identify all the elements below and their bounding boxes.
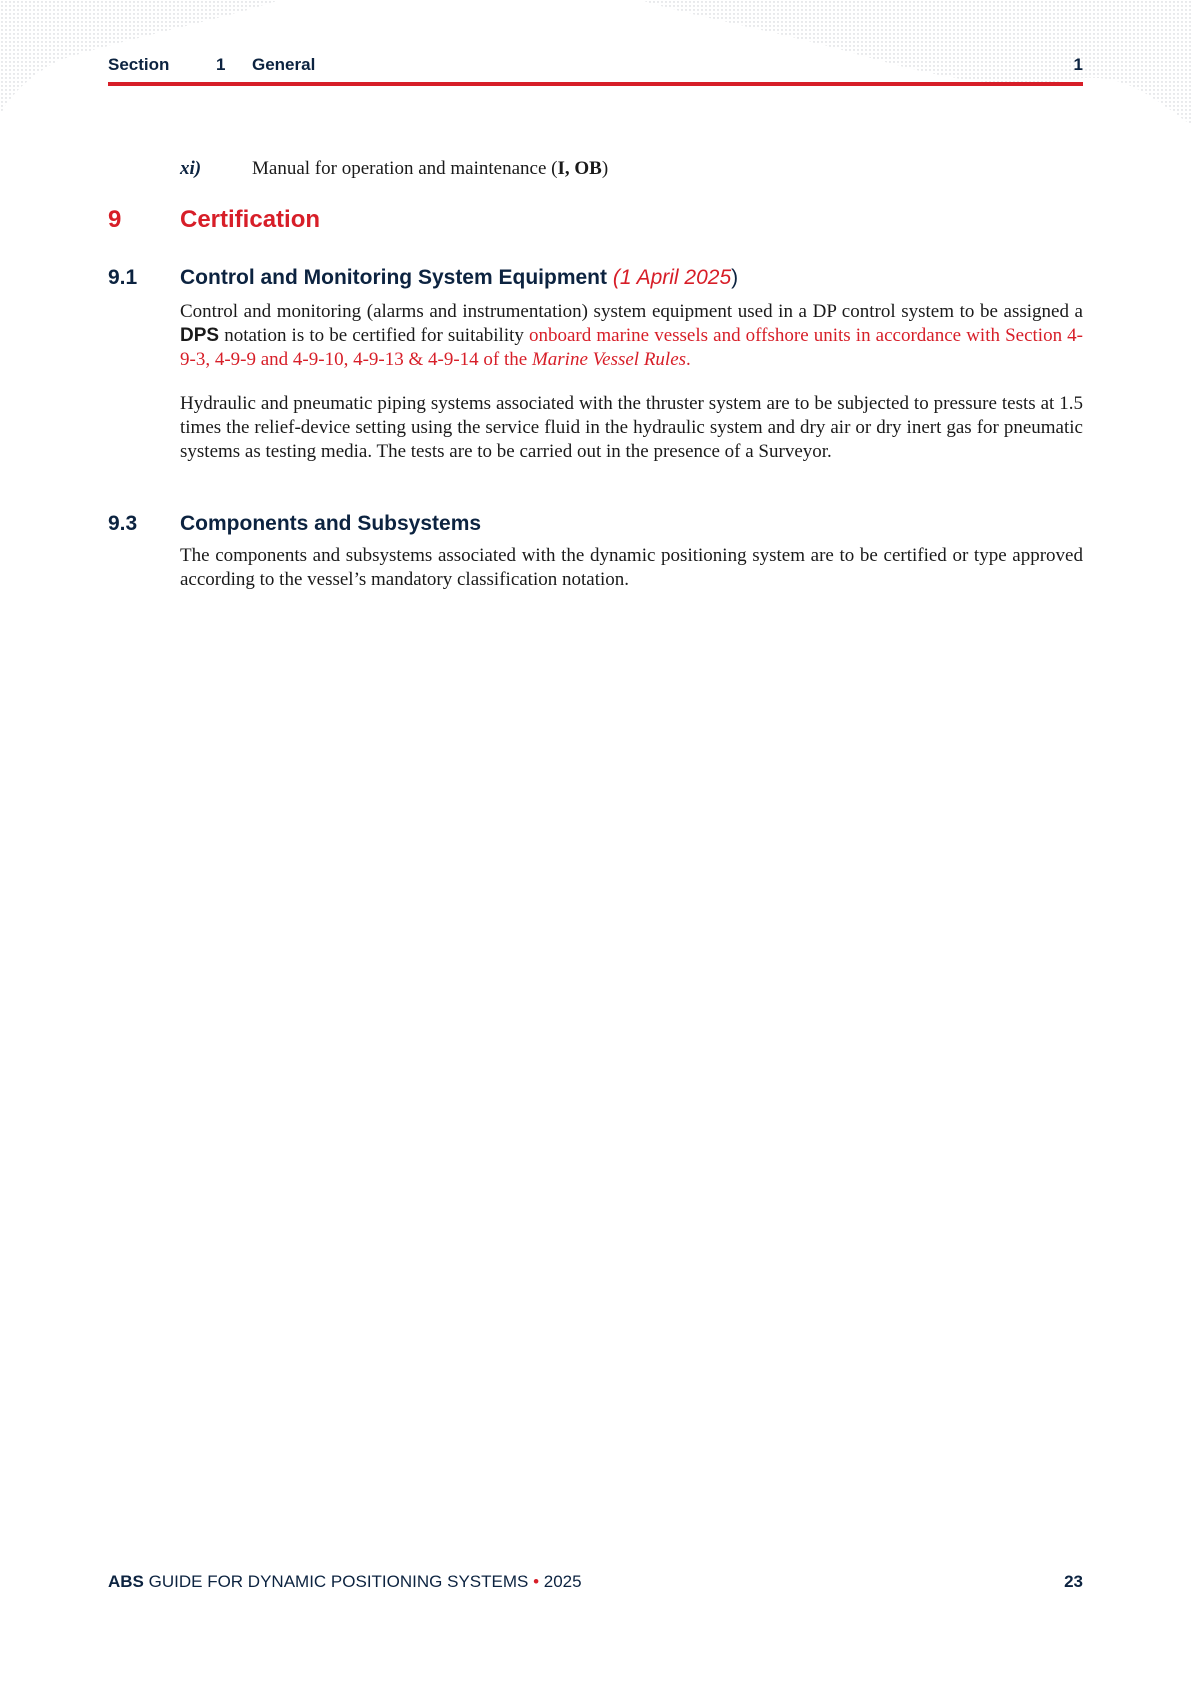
- page-number: 23: [1064, 1572, 1083, 1591]
- date-open-paren: (: [612, 266, 620, 289]
- date-close-paren: ): [731, 266, 739, 289]
- footer-bullet: •: [533, 1572, 540, 1591]
- section-9-3-number: 9.3: [108, 512, 138, 535]
- section-9-title: Certification: [180, 206, 321, 233]
- header-section-label: Section: [108, 55, 170, 74]
- footer-guide-title: [108, 1572, 582, 1592]
- section-9-1-title: Control and Monitoring System Equipment: [180, 266, 607, 289]
- header-divider: [108, 82, 1083, 86]
- dps-notation: DPS: [180, 325, 220, 346]
- para1-period: .: [686, 349, 691, 370]
- section-9-1-paragraph-2: Hydraulic and pneumatic piping systems associated with the thruster system are to be subjected to pressure tests at 1.5 times the relief-device setting using the service fluid in the hydraulic system and dry air or dry inert gas for pneumatic systems as testing media. The tests are to be carried out in the presence of a Surveyor.: [180, 393, 1083, 462]
- section-9-1-title-line: [180, 266, 738, 290]
- page-header: [108, 55, 1083, 83]
- section-9-3-title: Components and Subsystems: [180, 512, 482, 535]
- list-item-label: xi): [180, 158, 202, 179]
- para1-revision-text: onboard marine vessels and offshore units in accordance with Section 4-9-3, 4-9-9 and 4-9-10, 4-9-13 & 4-9-14 of the: [180, 325, 1083, 370]
- footer-guide-name: GUIDE FOR DYNAMIC POSITIONING SYSTEMS: [148, 1572, 529, 1591]
- section-9-1-paragraph-1: [180, 300, 1083, 372]
- header-section-title: General: [252, 55, 316, 74]
- header-chapter-number: 1: [1073, 55, 1083, 74]
- footer-year: 2025: [543, 1572, 582, 1591]
- section-9-1-number: 9.1: [108, 266, 138, 289]
- para1-text-a: Control and monitoring (alarms and instrumentation) system equipment used in a DP control system to be assigned a: [180, 301, 1083, 322]
- list-item-text: [252, 158, 608, 180]
- header-section-number: 1: [216, 55, 226, 74]
- list-item-text-main: Manual for operation and maintenance (: [252, 158, 558, 179]
- revision-date: 1 April 2025: [619, 266, 732, 289]
- marine-vessel-rules-reference: Marine Vessel Rules: [531, 349, 687, 370]
- para1-text-b: notation is to be certified for suitability: [224, 325, 524, 346]
- section-9-3-paragraph: The components and subsystems associated with the dynamic positioning system are to be certified or type approved according to the vessel’s mandatory classification notation.: [180, 545, 1083, 590]
- list-item-text-close: ): [601, 158, 609, 179]
- list-item-codes: I, OB: [557, 158, 602, 179]
- abs-logo-text: ABS: [108, 1572, 144, 1591]
- section-9-number: 9: [108, 206, 122, 233]
